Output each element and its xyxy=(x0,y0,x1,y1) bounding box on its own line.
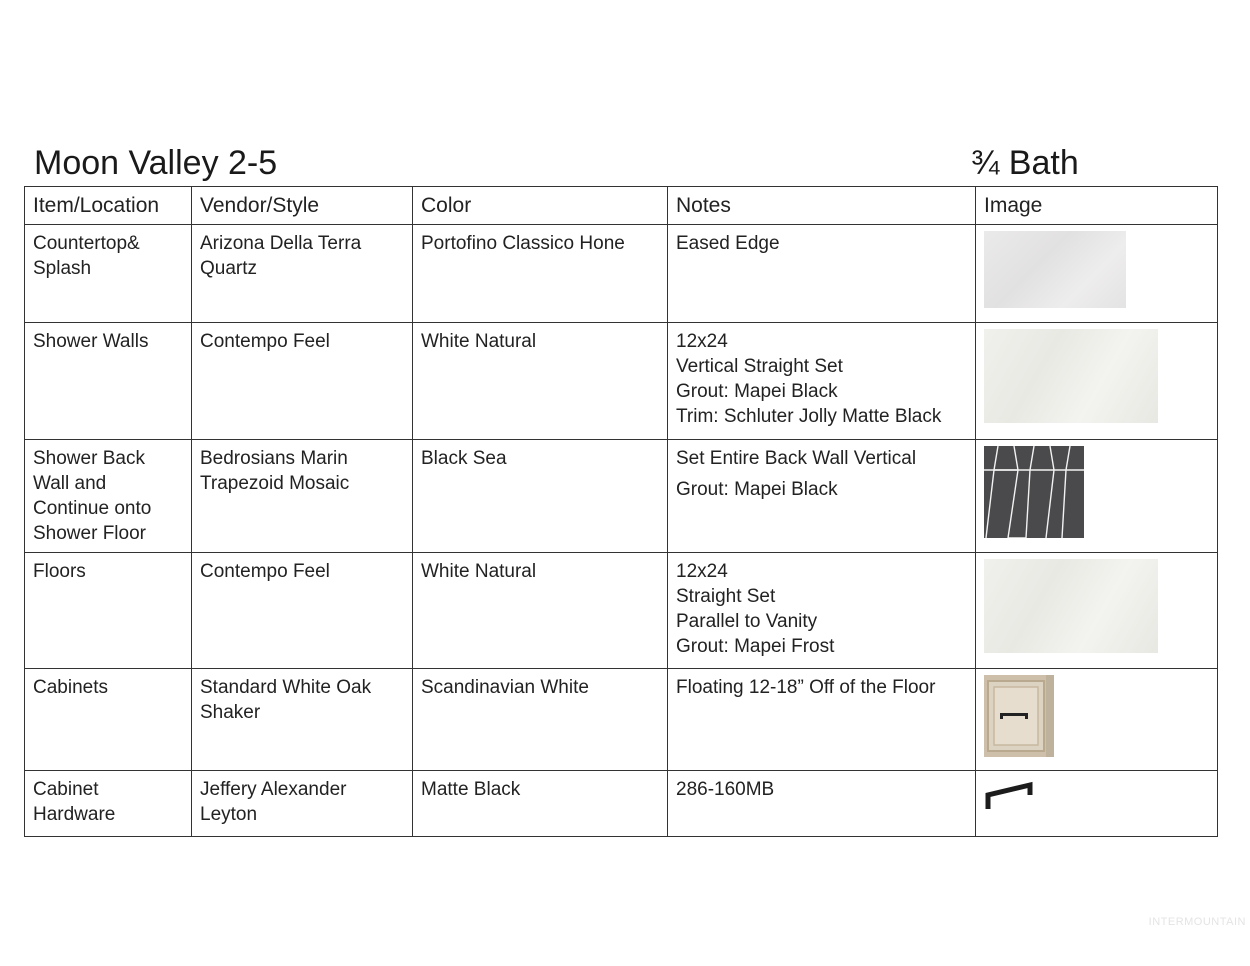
notes-text: Parallel to Vanity xyxy=(676,611,818,632)
vendor-text: Standard White Oak xyxy=(200,677,372,698)
item-cell xyxy=(25,225,192,323)
notes-text: 12x24 xyxy=(676,331,728,352)
notes-text: Eased Edge xyxy=(676,233,780,254)
notes-text: Floating 12-18” Off of the Floor xyxy=(676,677,936,698)
notes-text: Grout: Mapei Frost xyxy=(676,636,835,657)
image-cell xyxy=(976,225,1218,323)
image-cell xyxy=(976,669,1218,771)
notes-cell xyxy=(668,669,976,771)
black-pull-handle-image xyxy=(984,777,1036,811)
watermark: INTERMOUNTAIN xyxy=(1148,916,1246,928)
notes-text: Set Entire Back Wall Vertical xyxy=(676,448,917,469)
item-cell xyxy=(25,553,192,669)
item-cell xyxy=(25,440,192,553)
item-text: Countertop& xyxy=(33,233,140,254)
item-text: Floors xyxy=(33,561,86,582)
item-text: Cabinets xyxy=(33,677,108,698)
white-oak-cabinet-image xyxy=(984,675,1054,757)
vendor-text: Bedrosians Marin xyxy=(200,448,348,469)
image-cell xyxy=(976,440,1218,553)
selections-table xyxy=(24,186,1218,837)
column-header-vendor: Vendor/Style xyxy=(192,187,413,225)
notes-cell xyxy=(668,440,976,553)
table-header-row xyxy=(25,187,1218,225)
vendor-cell xyxy=(192,553,413,669)
notes-text: 12x24 xyxy=(676,561,728,582)
item-cell xyxy=(25,771,192,837)
table-row xyxy=(25,553,1218,669)
color-cell: White Natural xyxy=(413,323,668,440)
page-title: Moon Valley 2-5 xyxy=(34,144,278,182)
image-cell xyxy=(976,323,1218,440)
vendor-cell xyxy=(192,771,413,837)
notes-cell xyxy=(668,553,976,669)
vendor-text: Jeffery Alexander xyxy=(200,779,347,800)
notes-cell xyxy=(668,323,976,440)
vendor-text: Quartz xyxy=(200,258,258,279)
room-label: ¾ Bath xyxy=(971,144,1079,182)
table-row xyxy=(25,771,1218,837)
vendor-text: Shaker xyxy=(200,702,261,723)
image-cell xyxy=(976,553,1218,669)
vendor-text: Contempo Feel xyxy=(200,561,330,582)
notes-text: Straight Set xyxy=(676,586,776,607)
notes-text: Trim: Schluter Jolly Matte Black xyxy=(676,406,942,427)
item-text: Splash xyxy=(33,258,92,279)
item-text: Hardware xyxy=(33,804,116,825)
vendor-text: Leyton xyxy=(200,804,258,825)
table-row xyxy=(25,225,1218,323)
color-cell: Portofino Classico Hone xyxy=(413,225,668,323)
item-cell xyxy=(25,669,192,771)
quartz-swatch-image xyxy=(984,231,1126,308)
color-cell: Black Sea xyxy=(413,440,668,553)
column-header-notes: Notes xyxy=(668,187,976,225)
color-cell: Scandinavian White xyxy=(413,669,668,771)
color-cell: Matte Black xyxy=(413,771,668,837)
item-text: Shower Floor xyxy=(33,523,146,544)
item-text: Continue onto xyxy=(33,498,152,519)
white-tile-swatch-image xyxy=(984,329,1158,423)
vendor-cell xyxy=(192,440,413,553)
notes-text: Grout: Mapei Black xyxy=(676,381,838,402)
item-text: Wall and xyxy=(33,473,107,494)
item-text: Shower Back xyxy=(33,448,145,469)
item-cell xyxy=(25,323,192,440)
notes-cell xyxy=(668,225,976,323)
vendor-cell xyxy=(192,669,413,771)
vendor-text: Trapezoid Mosaic xyxy=(200,473,350,494)
color-cell: White Natural xyxy=(413,553,668,669)
column-header-item: Item/Location xyxy=(25,187,192,225)
item-text: Shower Walls xyxy=(33,331,149,352)
column-header-image: Image xyxy=(976,187,1218,225)
vendor-cell xyxy=(192,225,413,323)
vendor-text: Arizona Della Terra xyxy=(200,233,362,254)
item-text: Cabinet xyxy=(33,779,99,800)
column-header-color: Color xyxy=(413,187,668,225)
table-row xyxy=(25,669,1218,771)
table-row xyxy=(25,440,1218,553)
notes-cell xyxy=(668,771,976,837)
vendor-text: Contempo Feel xyxy=(200,331,330,352)
notes-text: Vertical Straight Set xyxy=(676,356,843,377)
notes-text: 286-160MB xyxy=(676,779,775,800)
notes-text: Grout: Mapei Black xyxy=(676,479,838,500)
table-row xyxy=(25,323,1218,440)
image-cell xyxy=(976,771,1218,837)
white-tile-swatch-image xyxy=(984,559,1158,653)
vendor-cell xyxy=(192,323,413,440)
black-trapezoid-mosaic-image xyxy=(984,446,1084,538)
